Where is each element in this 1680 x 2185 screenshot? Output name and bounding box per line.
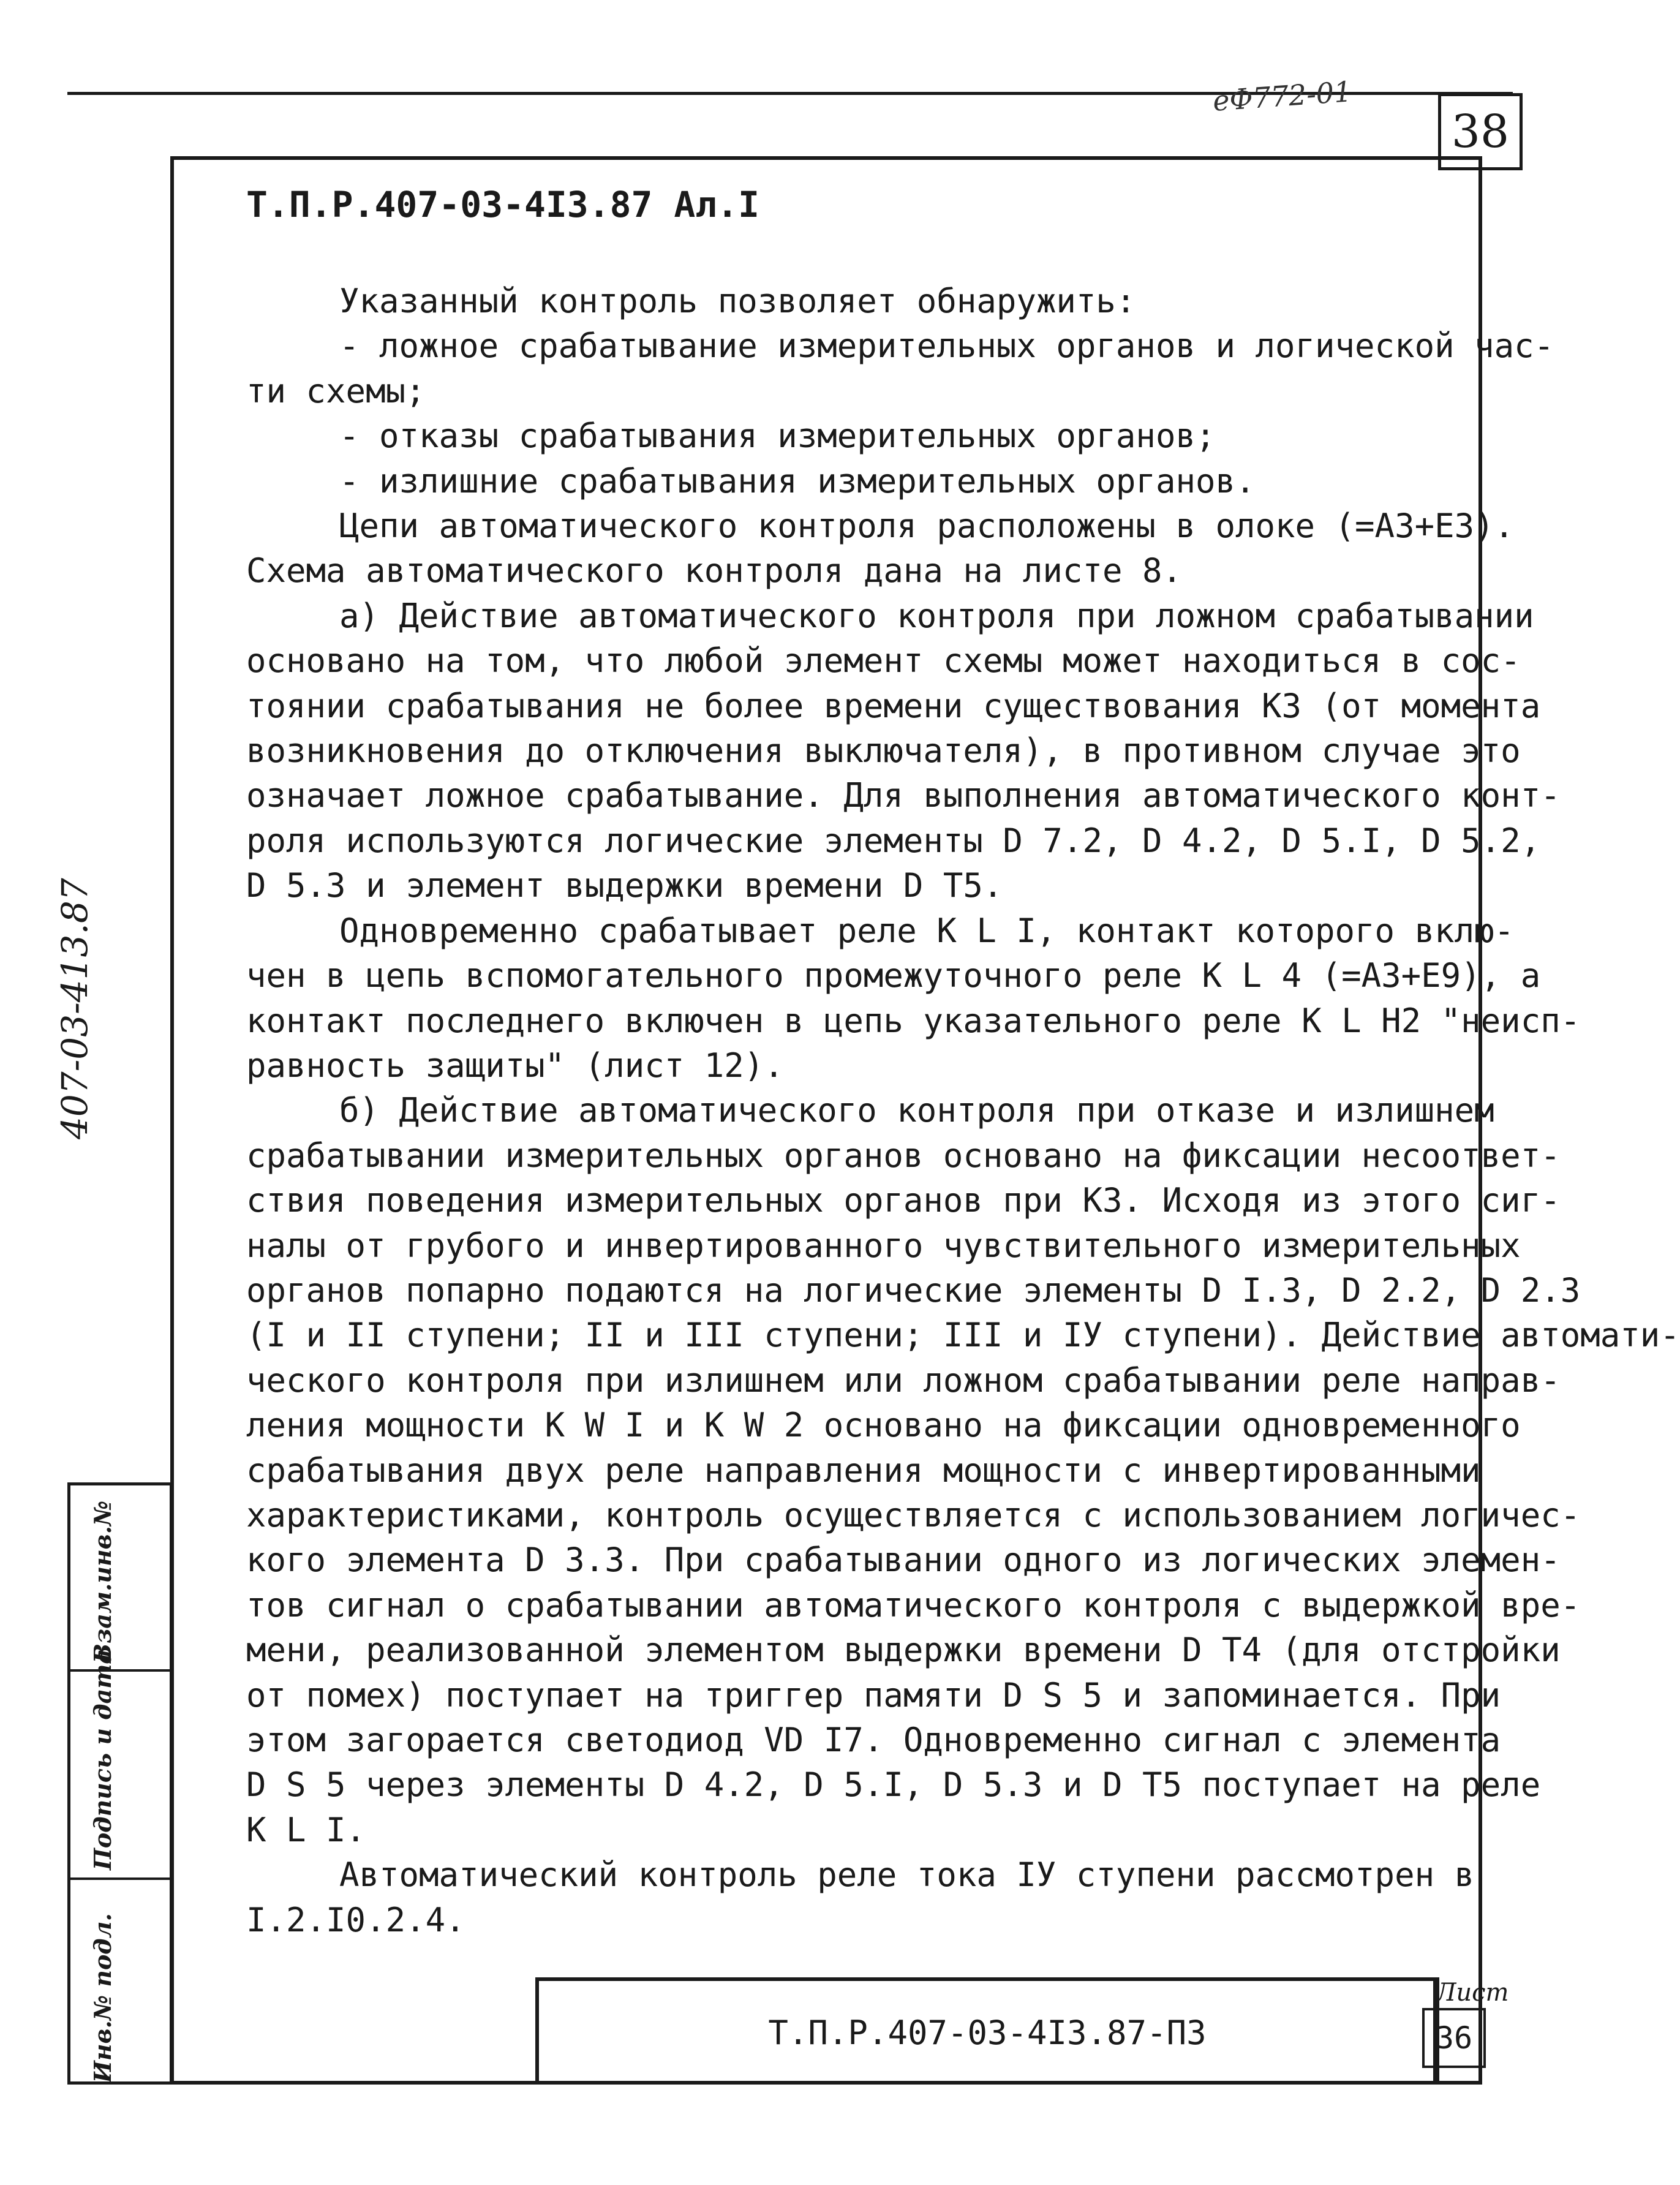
text-line: - отказы срабатывания измерительных органов; bbox=[339, 417, 1216, 456]
text-line: роля используются логические элементы D 7.2, D 4.2, D 5.I, D 5.2, bbox=[246, 821, 1541, 860]
text-line: I.2.I0.2.4. bbox=[246, 1900, 465, 1939]
text-line: чен в цепь вспомогательного промежуточного реле К L 4 (=А3+Е9), а bbox=[246, 956, 1541, 995]
text-line: срабатывания двух реле направления мощности с инвертированными bbox=[246, 1451, 1481, 1490]
text-line: ти схемы; bbox=[246, 371, 426, 410]
text-line: ческого контроля при излишнем или ложном срабатывании реле направ- bbox=[246, 1360, 1561, 1400]
stamp-divider bbox=[70, 1669, 170, 1672]
text-line: Схема автоматического контроля дана на листе 8. bbox=[246, 551, 1183, 591]
archive-number: еФ772-01 bbox=[1211, 75, 1353, 118]
text-line: означает ложное срабатывание. Для выполнения автоматического конт- bbox=[246, 776, 1561, 815]
sheet-number: 36 bbox=[1422, 2008, 1486, 2068]
text-line: мени, реализованной элементом выдержки времени D Т4 (для отстройки bbox=[246, 1631, 1561, 1670]
text-line: органов попарно подаются на логические элементы D I.3, D 2.2, D 2.3 bbox=[246, 1270, 1581, 1310]
text-line: от помех) поступает на триггер памяти D S 5 и запоминается. При bbox=[246, 1675, 1501, 1715]
text-line: Одновременно срабатывает реле К L I, контакт которого вклю- bbox=[339, 911, 1515, 950]
stamp-divider bbox=[70, 1877, 170, 1880]
text-line: тов сигнал о срабатывании автоматического контроля с выдержкой вре- bbox=[246, 1585, 1581, 1625]
document-body bbox=[246, 279, 1680, 1942]
text-line: а) Действие автоматического контроля при ложном срабатывании bbox=[339, 596, 1534, 635]
footer-code: Т.П.Р.407-03-4I3.87-ПЗ bbox=[768, 2013, 1207, 2052]
text-line: - излишние срабатывания измерительных органов. bbox=[339, 461, 1256, 500]
text-line: основано на том, что любой элемент схемы может находиться в сос- bbox=[246, 641, 1521, 681]
text-line: срабатывании измерительных органов основано на фиксации несоответ- bbox=[246, 1136, 1561, 1175]
text-line: налы от грубого и инвертированного чувствительного измерительных bbox=[246, 1226, 1521, 1265]
stamp-label-original: Инв.№ подл. bbox=[89, 1913, 116, 2083]
text-line: возникновения до отключения выключателя), в противном случае это bbox=[246, 731, 1521, 771]
page-number: 38 bbox=[1438, 93, 1523, 170]
side-document-number: 407-03-413.87 bbox=[54, 878, 96, 1139]
document-header: Т.П.Р.407-03-4I3.87 Ал.I bbox=[246, 184, 760, 225]
stamp-label-signature: Подпись и дата bbox=[89, 1648, 116, 1870]
text-line: ствия поведения измерительных органов при КЗ. Исходя из этого сиг- bbox=[246, 1181, 1561, 1220]
text-line: D 5.3 и элемент выдержки времени D Т5. bbox=[246, 866, 1003, 905]
text-line: Цепи автоматического контроля расположены в олоке (=А3+Е3). bbox=[339, 507, 1515, 546]
text-line: Указанный контроль позволяет обнаружить: bbox=[339, 282, 1136, 320]
text-line: К L I. bbox=[246, 1810, 366, 1849]
text-line: - ложное срабатывание измерительных органов и логической час- bbox=[339, 326, 1554, 366]
stamp-column bbox=[67, 1482, 173, 2085]
sheet-label: Лист bbox=[1436, 1979, 1509, 2007]
title-block bbox=[535, 1977, 1439, 2085]
text-line: равность защиты" (лист 12). bbox=[246, 1046, 784, 1085]
text-line: D S 5 через элементы D 4.2, D 5.I, D 5.3 и D Т5 поступает на реле bbox=[246, 1765, 1541, 1805]
text-line: (I и II ступени; II и III ступени; III и IУ ступени). Действие автомати- bbox=[246, 1316, 1680, 1355]
text-line: характеристиками, контроль осуществляется с использованием логичес- bbox=[246, 1495, 1581, 1534]
text-line: контакт последнего включен в цепь указательного реле К L Н2 "неисп- bbox=[246, 1001, 1581, 1040]
stamp-label-replacement: Взам.инв.№ bbox=[89, 1500, 116, 1663]
text-line: ления мощности К W I и К W 2 основано на фиксации одновременного bbox=[246, 1406, 1521, 1445]
text-line: б) Действие автоматического контроля при отказе и излишнем bbox=[339, 1091, 1494, 1130]
text-line: этом загорается светодиод VD I7. Одновременно сигнал с элемента bbox=[246, 1721, 1501, 1759]
text-line: Автоматический контроль реле тока IУ ступени рассмотрен в bbox=[339, 1855, 1475, 1895]
text-line: тоянии срабатывания не более времени существования КЗ (от момента bbox=[246, 686, 1541, 725]
text-line: кого элемента D 3.3. При срабатывании одного из логических элемен- bbox=[246, 1541, 1561, 1580]
